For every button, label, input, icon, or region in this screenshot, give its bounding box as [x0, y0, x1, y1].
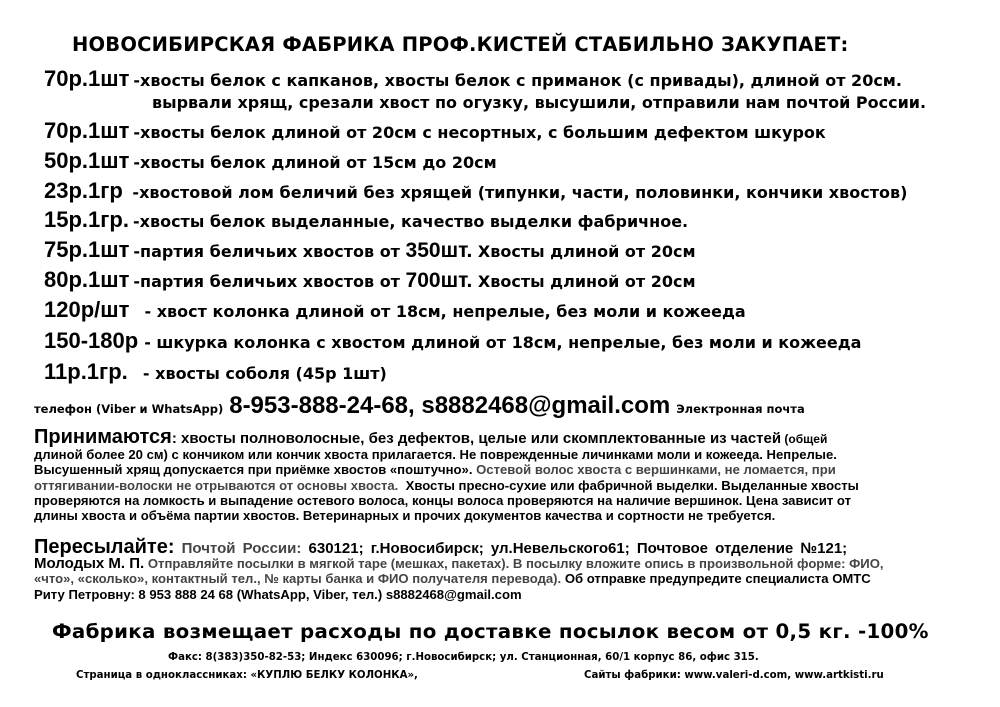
desc-text: -партия беличьих хвостов от — [133, 272, 406, 291]
price: 75р.1шт — [44, 237, 130, 262]
price-row — [44, 328, 861, 354]
accepted-line — [34, 478, 964, 493]
desc-text: -партия беличьих хвостов от — [133, 242, 406, 261]
accepted-line — [34, 426, 964, 448]
accepted-text: (общей — [781, 432, 828, 446]
quantity: 350шт. — [405, 239, 473, 262]
price-row — [44, 66, 902, 92]
accepted-text-gray: Остевой волос хвоста с вершинками, не ломается, при — [472, 462, 836, 478]
price-row — [44, 178, 907, 204]
page-title: НОВОСИБИРСКАЯ ФАБРИКА ПРОФ.КИСТЕЙ СТАБИЛЬНО ЗАКУПАЕТ: — [72, 33, 849, 56]
price-description — [133, 269, 695, 293]
price: 80р.1шт — [44, 267, 130, 292]
fax-address-line: Факс: 8(383)350-82-53; Индекс 630096; г.Новосибирск; ул. Станционная, 60/1 корпус 86, офис 315. — [168, 652, 759, 663]
desc-text: Хвосты длиной от 20см — [472, 242, 696, 261]
quantity: 700шт. — [405, 269, 473, 292]
send-address: 630121; г.Новосибирск; ул.Невельского61; Почтовое отделение №121; — [308, 540, 848, 557]
price: 150-180р — [44, 328, 139, 353]
accepted-text-gray: оттягивании-волоски не отрываются от основы хвоста. — [34, 477, 399, 493]
price: 23р.1гр — [44, 178, 123, 203]
price-description — [133, 239, 695, 263]
accepted-text: : хвосты полноволосные, без дефектов, целые или скомплектованные из частей — [171, 430, 782, 447]
phone-label: телефон (Viber и WhatsApp) — [34, 402, 224, 416]
ok-page-link[interactable]: Страница в одноклассниках: «КУПЛЮ БЕЛКУ КОЛОНКА», — [76, 670, 418, 681]
send-text-gray: Почтой России: — [174, 540, 309, 557]
factory-sites-links[interactable]: Сайты фабрики: www.valeri-d.com, www.artkisti.ru — [584, 670, 884, 681]
send-line — [34, 587, 964, 602]
price: 50р.1шт — [44, 148, 130, 173]
price: 120р/шт — [44, 297, 130, 322]
price-description-continuation: вырвали хрящ, срезали хвост по огузку, высушили, отправили нам почтой России. — [152, 93, 927, 112]
price-row — [44, 237, 696, 263]
price-description: - шкурка колонка с хвостом длиной от 18см, непрелые, без моли и кожееда — [144, 333, 862, 352]
phone-and-email[interactable]: 8-953-888-24-68, s8882468@gmail.com — [229, 392, 671, 419]
price: 15р.1гр. — [44, 207, 129, 232]
send-email[interactable]: s8882468@gmail.com — [385, 586, 522, 602]
price-description: -хвосты белок выделанные, качество выделки фабричное. — [132, 212, 689, 231]
send-line — [34, 536, 964, 558]
send-text: Об отправке предупредите специалиста ОМТС — [561, 571, 871, 587]
send-recipient: Молодых М. П. — [34, 555, 145, 573]
email-label: Электронная почта — [676, 402, 805, 416]
accepted-line: проверяются на ломкость и выпадение остевого волоса, концы волоса проверяются на наличие вершинок. Цена зависит от — [34, 492, 852, 508]
send-text: Риту Петровну: 8 953 888 24 68 (WhatsApp, Viber, тел.) — [34, 586, 386, 602]
price: 70р.1шт — [44, 66, 130, 91]
price-description: -хвосты белок длиной от 15см до 20см — [133, 153, 497, 172]
price-row — [44, 207, 688, 233]
accepted-text: Высушенный хрящ допускается при приёмке хвостов «поштучно». — [34, 462, 473, 478]
send-section — [34, 536, 964, 602]
price-description: - хвосты соболя (45р 1шт) — [131, 364, 387, 383]
price-description: -хвосты белок длиной от 20см с несортных, с большим дефектом шкурок — [133, 123, 826, 142]
price: 70р.1шт — [44, 118, 130, 143]
price-row — [44, 148, 497, 174]
accepted-heading: Принимаются — [34, 426, 172, 448]
price-description: -хвостовой лом беличий без хрящей (типунки, части, половинки, кончики хвостов) — [126, 183, 908, 202]
send-line — [34, 556, 964, 571]
contact-line — [34, 392, 805, 420]
send-heading: Пересылайте: — [34, 536, 175, 558]
reimbursement-banner: Фабрика возмещает расходы по доставке посылок весом от 0,5 кг. -100% — [52, 620, 929, 643]
send-text-gray: «что», «сколько», контактный тел., № карты банка и ФИО получателя перевода). — [34, 571, 562, 587]
accepted-text: Хвосты пресно-сухие или фабричной выделки. Выделанные хвосты — [398, 477, 859, 493]
price-description: -хвосты белок с капканов, хвосты белок с приманок (с привады), длиной от 20см. — [133, 71, 902, 90]
accepted-section — [34, 426, 964, 524]
desc-text: Хвосты длиной от 20см — [472, 272, 696, 291]
price-row — [44, 267, 696, 293]
accepted-line — [34, 462, 964, 477]
accepted-line: длины хвоста и объёма партии хвостов. Ветеринарных и прочих документов качества и сортности не требуется. — [34, 508, 776, 524]
send-text-gray: Отправляйте посылки в мягкой таре (мешках, пакетах). В посылку вложите опись в произвольной форме: ФИО, — [144, 556, 884, 572]
price-description: - хвост колонка длиной от 18см, непрелые, без моли и кожееда — [133, 302, 746, 321]
price-row — [44, 118, 826, 144]
price-row — [44, 359, 387, 385]
price: 11р.1гр. — [44, 359, 128, 384]
accepted-line: длиной более 20 см) с кончиком или кончик хвоста прилагается. Не поврежденные личинками моли и кожееда. Непрелые. — [34, 447, 837, 463]
send-line — [34, 571, 964, 586]
price-row — [44, 297, 746, 323]
